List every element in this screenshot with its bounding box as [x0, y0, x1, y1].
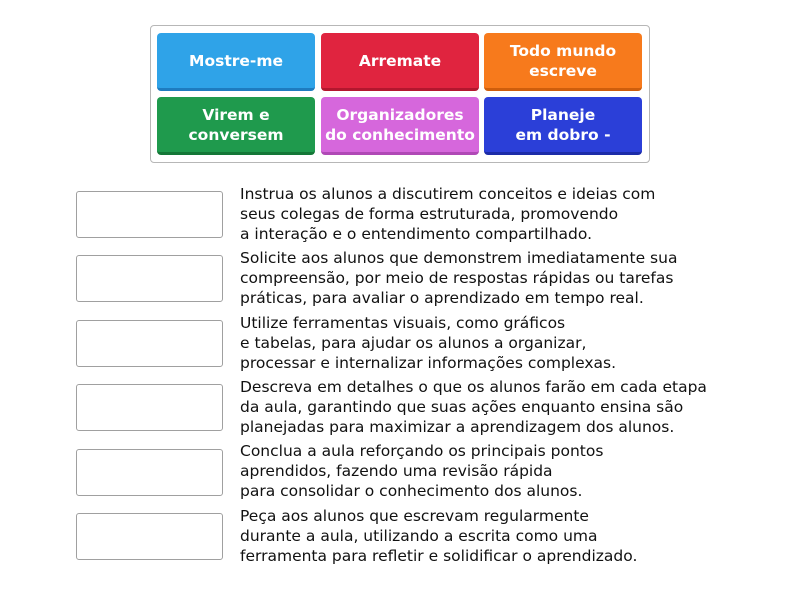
drop-slot-2[interactable] — [76, 255, 223, 302]
definition-3: Utilize ferramentas visuais, como gráficos e tabelas, para ajudar os alunos a organizar, processar e internalizar informações complexas. — [240, 314, 617, 372]
tile-planeje-em-dobro[interactable]: Planeje em dobro - — [484, 97, 642, 155]
tile-todo-mundo-escreve[interactable]: Todo mundo escreve — [484, 33, 642, 91]
definition-5: Conclua a aula reforçando os principais pontos aprendidos, fazendo uma revisão rápida para consolidar o conhecimento dos alunos. — [240, 442, 604, 500]
drop-slot-4[interactable] — [76, 384, 223, 431]
drop-slot-5[interactable] — [76, 449, 223, 496]
tile-virem-e-conversem[interactable]: Virem e conversem — [157, 97, 315, 155]
tile-arremate[interactable]: Arremate — [321, 33, 479, 91]
drop-slot-3[interactable] — [76, 320, 223, 367]
definition-2: Solicite aos alunos que demonstrem imediatamente sua compreensão, por meio de respostas rápidas ou tarefas práticas, para avaliar o aprendizado em tempo real. — [240, 249, 678, 307]
definition-6: Peça aos alunos que escrevam regularmente durante a aula, utilizando a escrita como uma ferramenta para refletir e solidificar o aprendizado. — [240, 507, 638, 565]
drop-slot-1[interactable] — [76, 191, 223, 238]
definition-1: Instrua os alunos a discutirem conceitos e ideias com seus colegas de forma estruturada, promovendo a interação e o entendimento compartilhado. — [240, 185, 656, 243]
drop-slot-6[interactable] — [76, 513, 223, 560]
tile-organizadores-do-conhecimento[interactable]: Organizadores do conhecimento — [321, 97, 479, 155]
tile-mostre-me[interactable]: Mostre-me — [157, 33, 315, 91]
definition-4: Descreva em detalhes o que os alunos farão em cada etapa da aula, garantindo que suas ações enquanto ensina são planejadas para maximizar a aprendizagem dos alunos. — [240, 378, 707, 436]
